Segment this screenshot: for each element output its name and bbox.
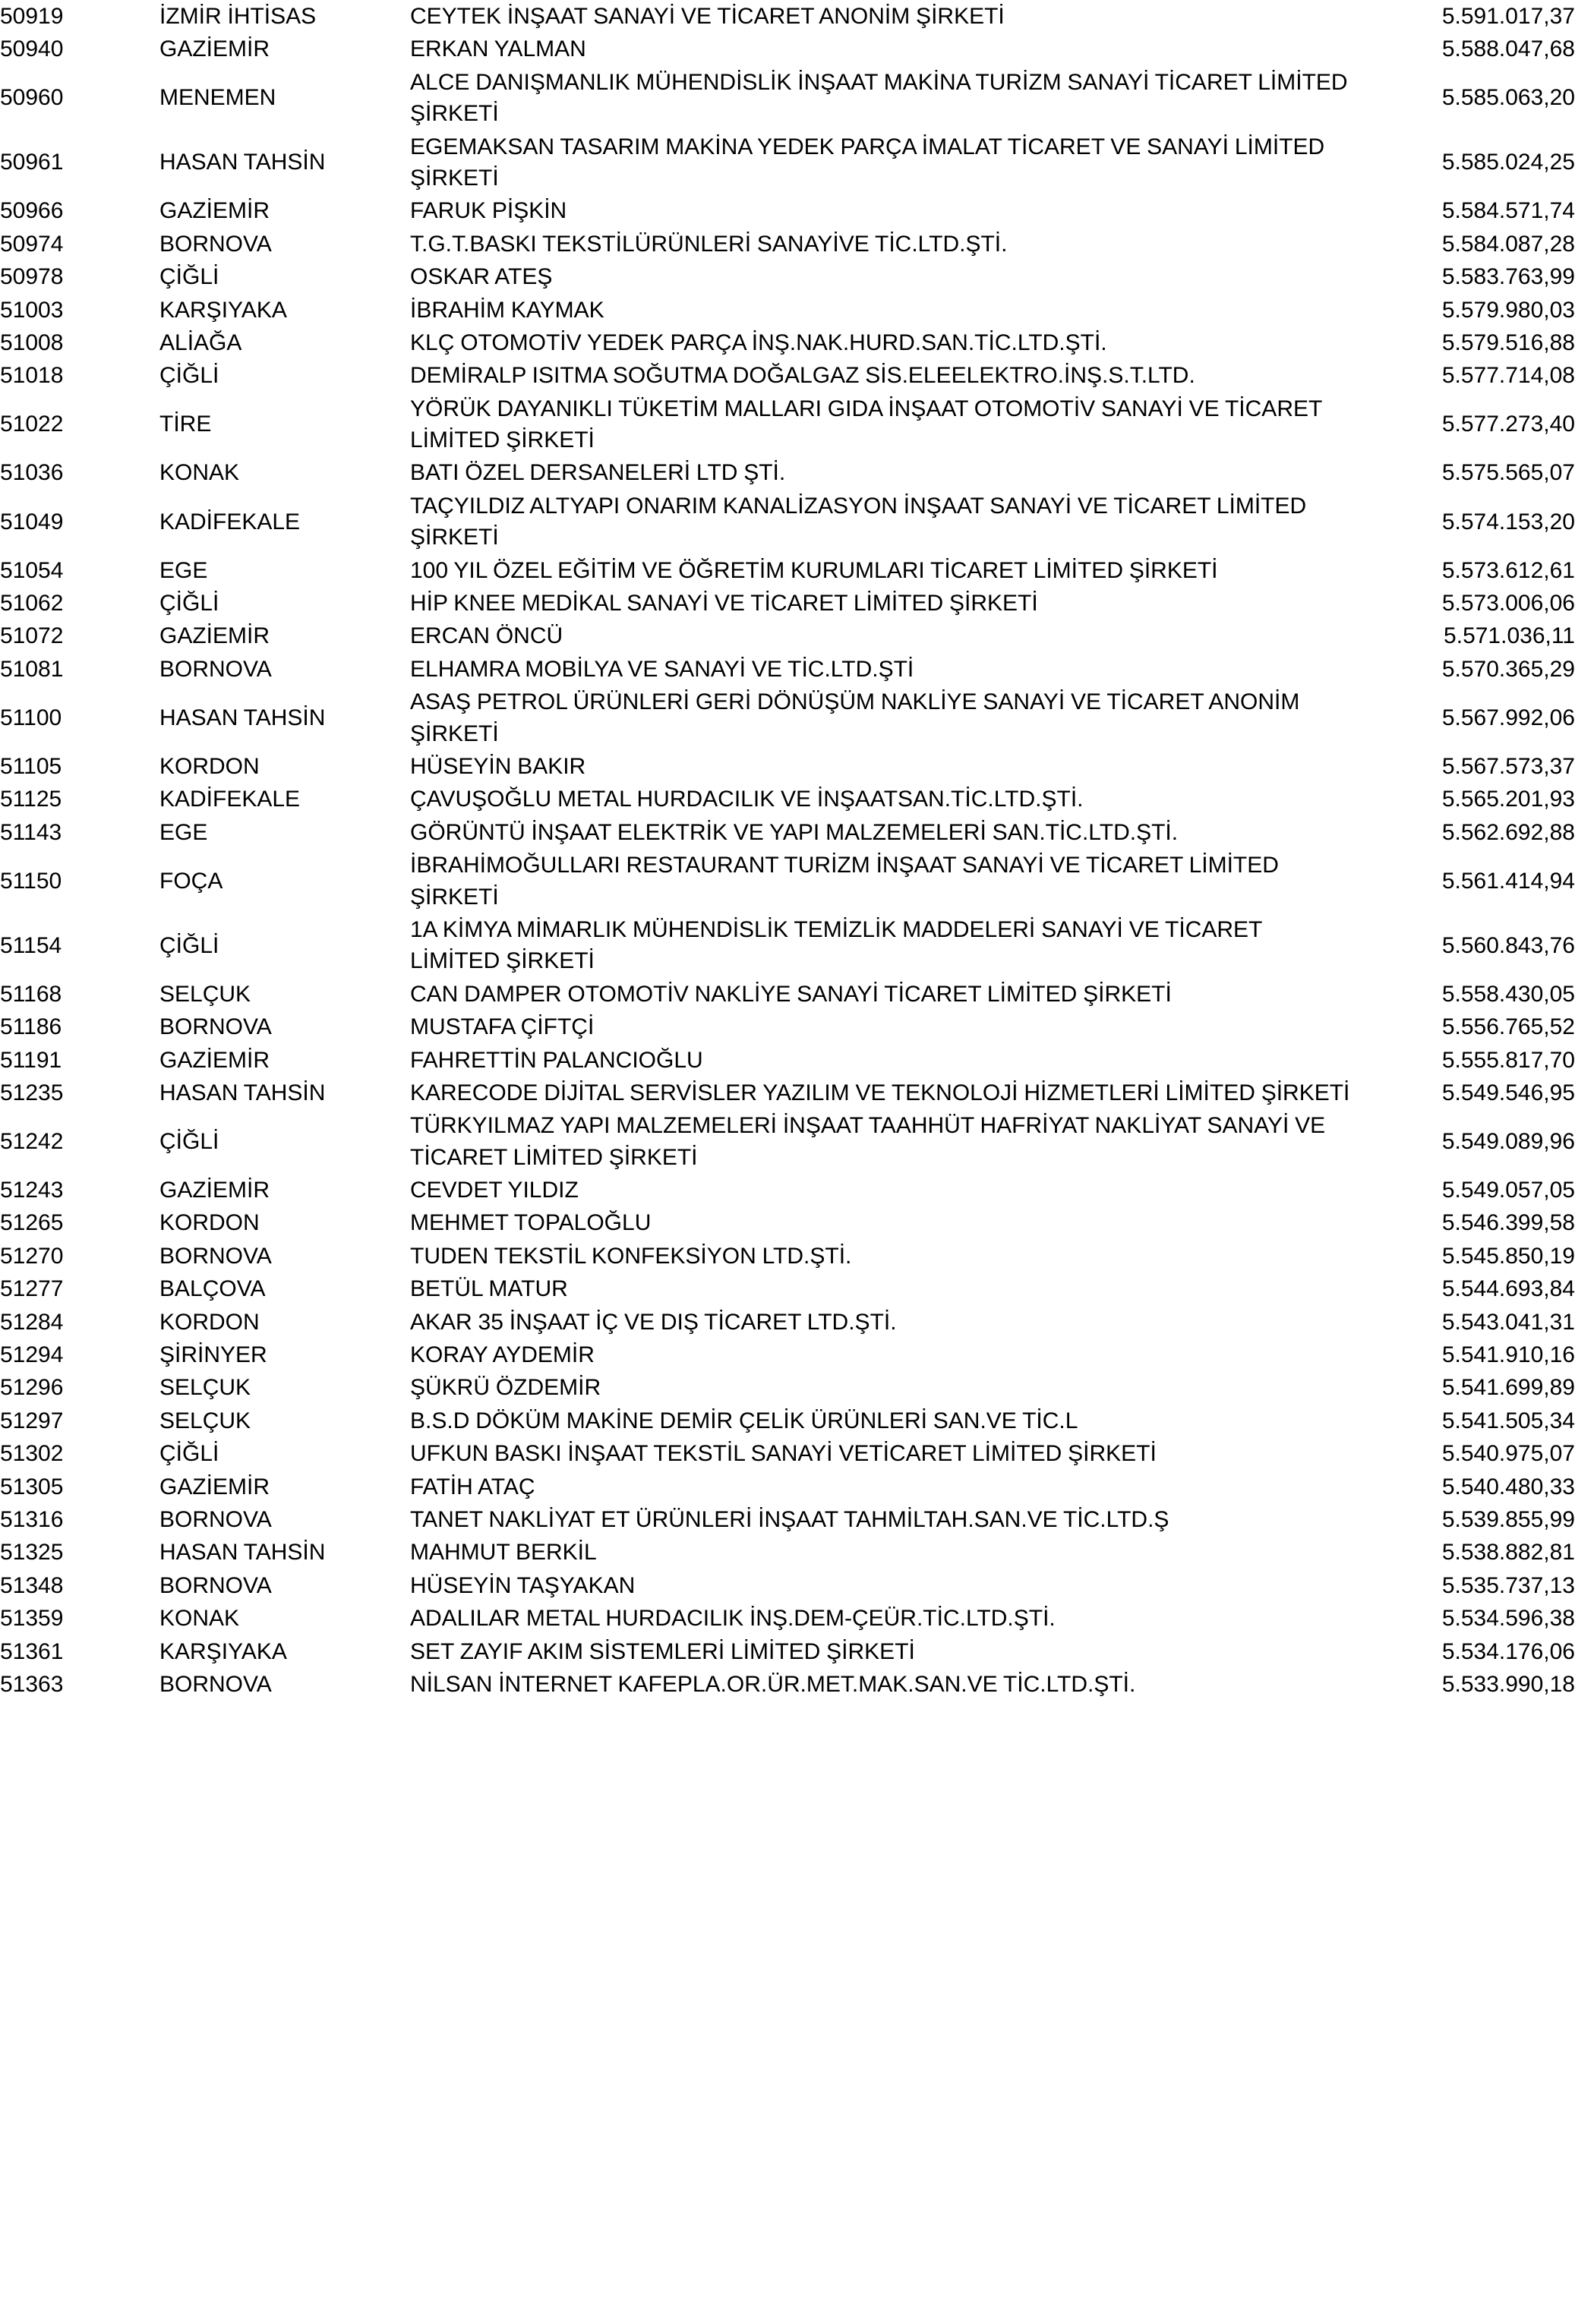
row-amount: 5.573.006,06 <box>1441 591 1575 616</box>
row-amount: 5.584.571,74 <box>1441 198 1575 224</box>
row-tax-office: KADİFEKALE <box>159 509 301 534</box>
row-tax-office: KORDON <box>159 1309 260 1335</box>
row-tax-office: KORDON <box>159 753 260 779</box>
row-amount: 5.583.763,99 <box>1441 264 1575 290</box>
row-taxpayer-name: ELHAMRA MOBİLYA VE SANAYİ VE TİC.LTD.ŞTİ <box>410 656 914 682</box>
row-amount: 5.585.024,25 <box>1441 150 1575 175</box>
row-tax-office: BORNOVA <box>159 1014 272 1040</box>
table-row <box>0 1240 1575 1272</box>
row-id: 51361 <box>0 1638 64 1664</box>
row-tax-office: GAZİEMİR <box>159 198 270 224</box>
table-row <box>0 1405 1575 1437</box>
row-id: 51294 <box>0 1342 64 1368</box>
row-amount: 5.575.565,07 <box>1441 460 1575 486</box>
row-amount: 5.562.692,88 <box>1441 819 1575 845</box>
table-row <box>0 1536 1575 1569</box>
row-taxpayer-name: TAÇYILDIZ ALTYAPI ONARIM KANALİZASYON İNŞAAT SANAYİ VE TİCARET LİMİTED ŞİRKETİ <box>410 493 1307 550</box>
row-id: 51191 <box>0 1047 62 1073</box>
table-row <box>0 1635 1575 1668</box>
row-taxpayer-name: 1A KİMYA MİMARLIK MÜHENDİSLİK TEMİZLİK MADDELERİ SANAYİ VE TİCARET LİMİTED ŞİRKETİ <box>410 916 1262 974</box>
row-id: 51105 <box>0 753 62 779</box>
row-amount: 5.579.516,88 <box>1441 330 1575 355</box>
row-id: 50978 <box>0 264 64 290</box>
row-id: 51186 <box>0 1014 62 1040</box>
table-row <box>0 620 1575 652</box>
row-amount: 5.535.737,13 <box>1441 1572 1575 1598</box>
row-tax-office: KORDON <box>159 1210 260 1236</box>
table-row <box>0 194 1575 227</box>
row-taxpayer-name: FARUK PİŞKİN <box>410 198 567 224</box>
row-tax-office: GAZİEMİR <box>159 1047 270 1073</box>
row-amount: 5.567.573,37 <box>1441 753 1575 779</box>
row-id: 51072 <box>0 623 64 649</box>
row-id: 51302 <box>0 1441 64 1467</box>
row-tax-office: BORNOVA <box>159 1671 272 1697</box>
table-row <box>0 1503 1575 1536</box>
row-amount: 5.546.399,58 <box>1441 1210 1575 1236</box>
row-amount: 5.591.017,37 <box>1441 4 1575 29</box>
row-id: 51265 <box>0 1210 64 1236</box>
row-tax-office: EGE <box>159 557 208 583</box>
table-row <box>0 1011 1575 1043</box>
table-row <box>0 587 1575 620</box>
table-row <box>0 978 1575 1011</box>
row-amount: 5.561.414,94 <box>1441 868 1575 894</box>
table-row <box>0 783 1575 815</box>
row-taxpayer-name: 100 YIL ÖZEL EĞİTİM VE ÖĞRETİM KURUMLARI TİCARET LİMİTED ŞİRKETİ <box>410 557 1218 583</box>
row-tax-office: ALİAĞA <box>159 330 242 355</box>
row-id: 51150 <box>0 868 62 894</box>
table-row <box>0 653 1575 686</box>
row-tax-office: HASAN TAHSİN <box>159 1540 326 1566</box>
row-taxpayer-name: KORAY AYDEMİR <box>410 1342 595 1368</box>
row-amount: 5.549.089,96 <box>1441 1128 1575 1154</box>
row-taxpayer-name: DEMİRALP ISITMA SOĞUTMA DOĞALGAZ SİS.ELEELEKTRO.İNŞ.S.T.LTD. <box>410 363 1195 389</box>
row-id: 51235 <box>0 1080 64 1105</box>
row-tax-office: GAZİEMİR <box>159 623 270 649</box>
row-amount: 5.588.047,68 <box>1441 36 1575 62</box>
row-tax-office: FOÇA <box>159 868 223 894</box>
row-id: 50961 <box>0 150 64 175</box>
row-id: 51243 <box>0 1178 64 1203</box>
table-row <box>0 33 1575 65</box>
row-id: 51008 <box>0 330 64 355</box>
row-amount: 5.541.505,34 <box>1441 1408 1575 1433</box>
row-amount: 5.534.176,06 <box>1441 1638 1575 1664</box>
row-id: 51277 <box>0 1276 64 1302</box>
row-taxpayer-name: BETÜL MATUR <box>410 1276 568 1302</box>
row-taxpayer-name: TUDEN TEKSTİL KONFEKSİYON LTD.ŞTİ. <box>410 1243 852 1269</box>
row-taxpayer-name: ADALILAR METAL HURDACILIK İNŞ.DEM-ÇEÜR.TİC.LTD.ŞTİ. <box>410 1606 1056 1632</box>
row-tax-office: SELÇUK <box>159 1375 251 1401</box>
table-row <box>0 816 1575 849</box>
row-id: 51143 <box>0 819 62 845</box>
row-taxpayer-name: SET ZAYIF AKIM SİSTEMLERİ LİMİTED ŞİRKETİ <box>410 1638 915 1664</box>
row-amount: 5.585.063,20 <box>1441 85 1575 111</box>
row-tax-office: KONAK <box>159 1606 240 1632</box>
row-tax-office: BORNOVA <box>159 1243 272 1269</box>
row-taxpayer-name: KARECODE DİJİTAL SERVİSLER YAZILIM VE TEKNOLOJİ HİZMETLERİ LİMİTED ŞİRKETİ <box>410 1080 1350 1105</box>
table-row <box>0 1272 1575 1305</box>
row-tax-office: ÇİĞLİ <box>159 591 219 616</box>
row-tax-office: HASAN TAHSİN <box>159 150 326 175</box>
row-id: 50940 <box>0 36 64 62</box>
row-amount: 5.577.714,08 <box>1441 363 1575 389</box>
row-tax-office: BORNOVA <box>159 1572 272 1598</box>
row-id: 51003 <box>0 297 64 323</box>
row-taxpayer-name: BATI ÖZEL DERSANELERİ LTD ŞTİ. <box>410 460 786 486</box>
row-tax-office: SELÇUK <box>159 981 251 1007</box>
row-tax-office: GAZİEMİR <box>159 1474 270 1499</box>
row-tax-office: EGE <box>159 819 208 845</box>
row-id: 51062 <box>0 591 64 616</box>
row-amount: 5.534.596,38 <box>1441 1606 1575 1632</box>
table-row <box>0 1339 1575 1371</box>
row-tax-office: MENEMEN <box>159 85 276 111</box>
row-tax-office: KONAK <box>159 460 240 486</box>
row-taxpayer-name: ASAŞ PETROL ÜRÜNLERİ GERİ DÖNÜŞÜM NAKLİYE SANAYİ VE TİCARET ANONİM ŞİRKETİ <box>410 689 1300 746</box>
row-tax-office: İZMİR İHTİSAS <box>159 4 317 29</box>
row-id: 51154 <box>0 932 62 958</box>
row-amount: 5.540.480,33 <box>1441 1474 1575 1499</box>
row-tax-office: KADİFEKALE <box>159 787 301 812</box>
row-tax-office: ÇİĞLİ <box>159 1441 219 1467</box>
row-tax-office: ŞİRİNYER <box>159 1342 267 1368</box>
row-tax-office: HASAN TAHSİN <box>159 1080 326 1105</box>
table-row <box>0 294 1575 326</box>
row-id: 51363 <box>0 1671 64 1697</box>
row-tax-office: KARŞIYAKA <box>159 1638 287 1664</box>
table-row <box>0 326 1575 359</box>
table-row <box>0 228 1575 260</box>
row-taxpayer-name: CAN DAMPER OTOMOTİV NAKLİYE SANAYİ TİCARET LİMİTED ŞİRKETİ <box>410 981 1172 1007</box>
row-taxpayer-name: KLÇ OTOMOTİV YEDEK PARÇA İNŞ.NAK.HURD.SAN.TİC.LTD.ŞTİ. <box>410 330 1107 355</box>
row-amount: 5.584.087,28 <box>1441 231 1575 257</box>
row-tax-office: BALÇOVA <box>159 1276 266 1302</box>
row-taxpayer-name: ERCAN ÖNCÜ <box>410 623 563 649</box>
row-id: 51036 <box>0 460 64 486</box>
row-amount: 5.571.036,11 <box>1444 623 1575 649</box>
table-row <box>0 1471 1575 1503</box>
table-row <box>0 1077 1575 1109</box>
row-id: 51316 <box>0 1506 64 1532</box>
row-taxpayer-name: UFKUN BASKI İNŞAAT TEKSTİL SANAYİ VETİCARET LİMİTED ŞİRKETİ <box>410 1441 1157 1467</box>
row-taxpayer-name: B.S.D DÖKÜM MAKİNE DEMİR ÇELİK ÜRÜNLERİ SAN.VE TİC.L <box>410 1408 1078 1433</box>
row-taxpayer-name: TANET NAKLİYAT ET ÜRÜNLERİ İNŞAAT TAHMİLTAH.SAN.VE TİC.LTD.Ş <box>410 1506 1169 1532</box>
row-id: 51054 <box>0 557 64 583</box>
row-tax-office: GAZİEMİR <box>159 36 270 62</box>
row-taxpayer-name: HÜSEYİN TAŞYAKAN <box>410 1572 636 1598</box>
table-row <box>0 849 1575 913</box>
row-amount: 5.567.992,06 <box>1441 705 1575 730</box>
row-amount: 5.573.612,61 <box>1441 557 1575 583</box>
row-taxpayer-name: MEHMET TOPALOĞLU <box>410 1210 652 1236</box>
row-tax-office: ÇİĞLİ <box>159 932 219 958</box>
row-tax-office: TİRE <box>159 412 212 437</box>
row-amount: 5.558.430,05 <box>1441 981 1575 1007</box>
row-id: 51018 <box>0 363 64 389</box>
row-id: 51359 <box>0 1606 64 1632</box>
row-id: 50919 <box>0 4 64 29</box>
table-row <box>0 1569 1575 1602</box>
row-amount: 5.544.693,84 <box>1441 1276 1575 1302</box>
row-amount: 5.538.882,81 <box>1441 1540 1575 1566</box>
row-taxpayer-name: ÇAVUŞOĞLU METAL HURDACILIK VE İNŞAATSAN.TİC.LTD.ŞTİ. <box>410 787 1084 812</box>
row-amount: 5.549.057,05 <box>1441 1178 1575 1203</box>
row-tax-office: BORNOVA <box>159 656 272 682</box>
table-row <box>0 131 1575 195</box>
row-taxpayer-name: TÜRKYILMAZ YAPI MALZEMELERİ İNŞAAT TAAHHÜT HAFRİYAT NAKLİYAT SANAYİ VE TİCARET LİMİTED ŞİRKETİ <box>410 1113 1326 1170</box>
table-row <box>0 686 1575 750</box>
row-amount: 5.549.546,95 <box>1441 1080 1575 1105</box>
row-taxpayer-name: FATİH ATAÇ <box>410 1474 535 1499</box>
row-amount: 5.560.843,76 <box>1441 932 1575 958</box>
row-id: 51242 <box>0 1128 64 1154</box>
row-taxpayer-name: FAHRETTİN PALANCIOĞLU <box>410 1047 703 1073</box>
row-amount: 5.555.817,70 <box>1441 1047 1575 1073</box>
row-taxpayer-name: ALCE DANIŞMANLIK MÜHENDİSLİK İNŞAAT MAKİNA TURİZM SANAYİ TİCARET LİMİTED ŞİRKETİ <box>410 69 1348 127</box>
row-tax-office: ÇİĞLİ <box>159 363 219 389</box>
row-id: 51270 <box>0 1243 64 1269</box>
row-amount: 5.541.910,16 <box>1441 1342 1575 1368</box>
row-id: 51100 <box>0 705 62 730</box>
row-amount: 5.545.850,19 <box>1441 1243 1575 1269</box>
row-tax-office: BORNOVA <box>159 1506 272 1532</box>
row-amount: 5.543.041,31 <box>1441 1309 1575 1335</box>
table-row <box>0 1371 1575 1404</box>
row-id: 51284 <box>0 1309 64 1335</box>
row-taxpayer-name: YÖRÜK DAYANIKLI TÜKETİM MALLARI GIDA İNŞAAT OTOMOTİV SANAYİ VE TİCARET LİMİTED ŞİRKETİ <box>410 396 1322 453</box>
table-row <box>0 456 1575 489</box>
row-id: 51168 <box>0 981 62 1007</box>
table-row <box>0 1437 1575 1470</box>
table-row <box>0 1109 1575 1174</box>
row-id: 51296 <box>0 1375 64 1401</box>
row-taxpayer-name: CEVDET YILDIZ <box>410 1178 579 1203</box>
row-amount: 5.579.980,03 <box>1441 297 1575 323</box>
row-amount: 5.570.365,29 <box>1441 656 1575 682</box>
table-row <box>0 913 1575 978</box>
table-row <box>0 1668 1575 1701</box>
row-taxpayer-name: İBRAHİM KAYMAK <box>410 297 604 323</box>
row-taxpayer-name: GÖRÜNTÜ İNŞAAT ELEKTRİK VE YAPI MALZEMELERİ SAN.TİC.LTD.ŞTİ. <box>410 819 1179 845</box>
row-tax-office: BORNOVA <box>159 231 272 257</box>
row-id: 51022 <box>0 412 64 437</box>
table-row <box>0 359 1575 392</box>
table-row <box>0 1174 1575 1206</box>
row-tax-office: KARŞIYAKA <box>159 297 287 323</box>
row-taxpayer-name: MUSTAFA ÇİFTÇİ <box>410 1014 595 1040</box>
row-amount: 5.540.975,07 <box>1441 1441 1575 1467</box>
row-taxpayer-name: MAHMUT BERKİL <box>410 1540 597 1566</box>
row-id: 51081 <box>0 656 64 682</box>
table-row <box>0 66 1575 131</box>
table-row <box>0 0 1575 33</box>
row-taxpayer-name: HİP KNEE MEDİKAL SANAYİ VE TİCARET LİMİTED ŞİRKETİ <box>410 591 1038 616</box>
row-taxpayer-name: HÜSEYİN BAKIR <box>410 753 586 779</box>
row-id: 50974 <box>0 231 64 257</box>
row-tax-office: HASAN TAHSİN <box>159 705 326 730</box>
row-taxpayer-name: OSKAR ATEŞ <box>410 264 553 290</box>
row-tax-office: ÇİĞLİ <box>159 1128 219 1154</box>
row-taxpayer-name: T.G.T.BASKI TEKSTİLÜRÜNLERİ SANAYİVE TİC.LTD.ŞTİ. <box>410 231 1008 257</box>
table-row <box>0 1306 1575 1339</box>
table-row <box>0 554 1575 587</box>
row-id: 51305 <box>0 1474 64 1499</box>
row-amount: 5.541.699,89 <box>1441 1375 1575 1401</box>
table-row <box>0 1602 1575 1635</box>
row-tax-office: ÇİĞLİ <box>159 264 219 290</box>
row-taxpayer-name: İBRAHİMOĞULLARI RESTAURANT TURİZM İNŞAAT SANAYİ VE TİCARET LİMİTED ŞİRKETİ <box>410 853 1279 910</box>
row-id: 51297 <box>0 1408 64 1433</box>
row-amount: 5.533.990,18 <box>1441 1671 1575 1697</box>
table-row <box>0 1044 1575 1077</box>
row-id: 51125 <box>0 787 62 812</box>
row-id: 51325 <box>0 1540 64 1566</box>
table-row <box>0 260 1575 293</box>
row-taxpayer-name: EGEMAKSAN TASARIM MAKİNA YEDEK PARÇA İMALAT TİCARET VE SANAYİ LİMİTED ŞİRKETİ <box>410 134 1325 191</box>
row-taxpayer-name: AKAR 35 İNŞAAT İÇ VE DIŞ TİCARET LTD.ŞTİ. <box>410 1309 897 1335</box>
row-id: 51348 <box>0 1572 64 1598</box>
row-tax-office: SELÇUK <box>159 1408 251 1433</box>
row-amount: 5.577.273,40 <box>1441 412 1575 437</box>
row-taxpayer-name: ŞÜKRÜ ÖZDEMİR <box>410 1375 601 1401</box>
row-id: 50960 <box>0 85 64 111</box>
row-tax-office: GAZİEMİR <box>159 1178 270 1203</box>
row-taxpayer-name: CEYTEK İNŞAAT SANAYİ VE TİCARET ANONİM ŞİRKETİ <box>410 4 1005 29</box>
table-row <box>0 750 1575 783</box>
row-amount: 5.574.153,20 <box>1441 509 1575 534</box>
row-taxpayer-name: ERKAN YALMAN <box>410 36 586 62</box>
row-amount: 5.556.765,52 <box>1441 1014 1575 1040</box>
table-row <box>0 393 1575 457</box>
row-amount: 5.565.201,93 <box>1441 787 1575 812</box>
row-taxpayer-name: NİLSAN İNTERNET KAFEPLA.OR.ÜR.MET.MAK.SAN.VE TİC.LTD.ŞTİ. <box>410 1671 1136 1697</box>
row-amount: 5.539.855,99 <box>1441 1506 1575 1532</box>
row-id: 51049 <box>0 509 64 534</box>
table-row <box>0 1206 1575 1239</box>
row-id: 50966 <box>0 198 64 224</box>
table-row <box>0 490 1575 554</box>
